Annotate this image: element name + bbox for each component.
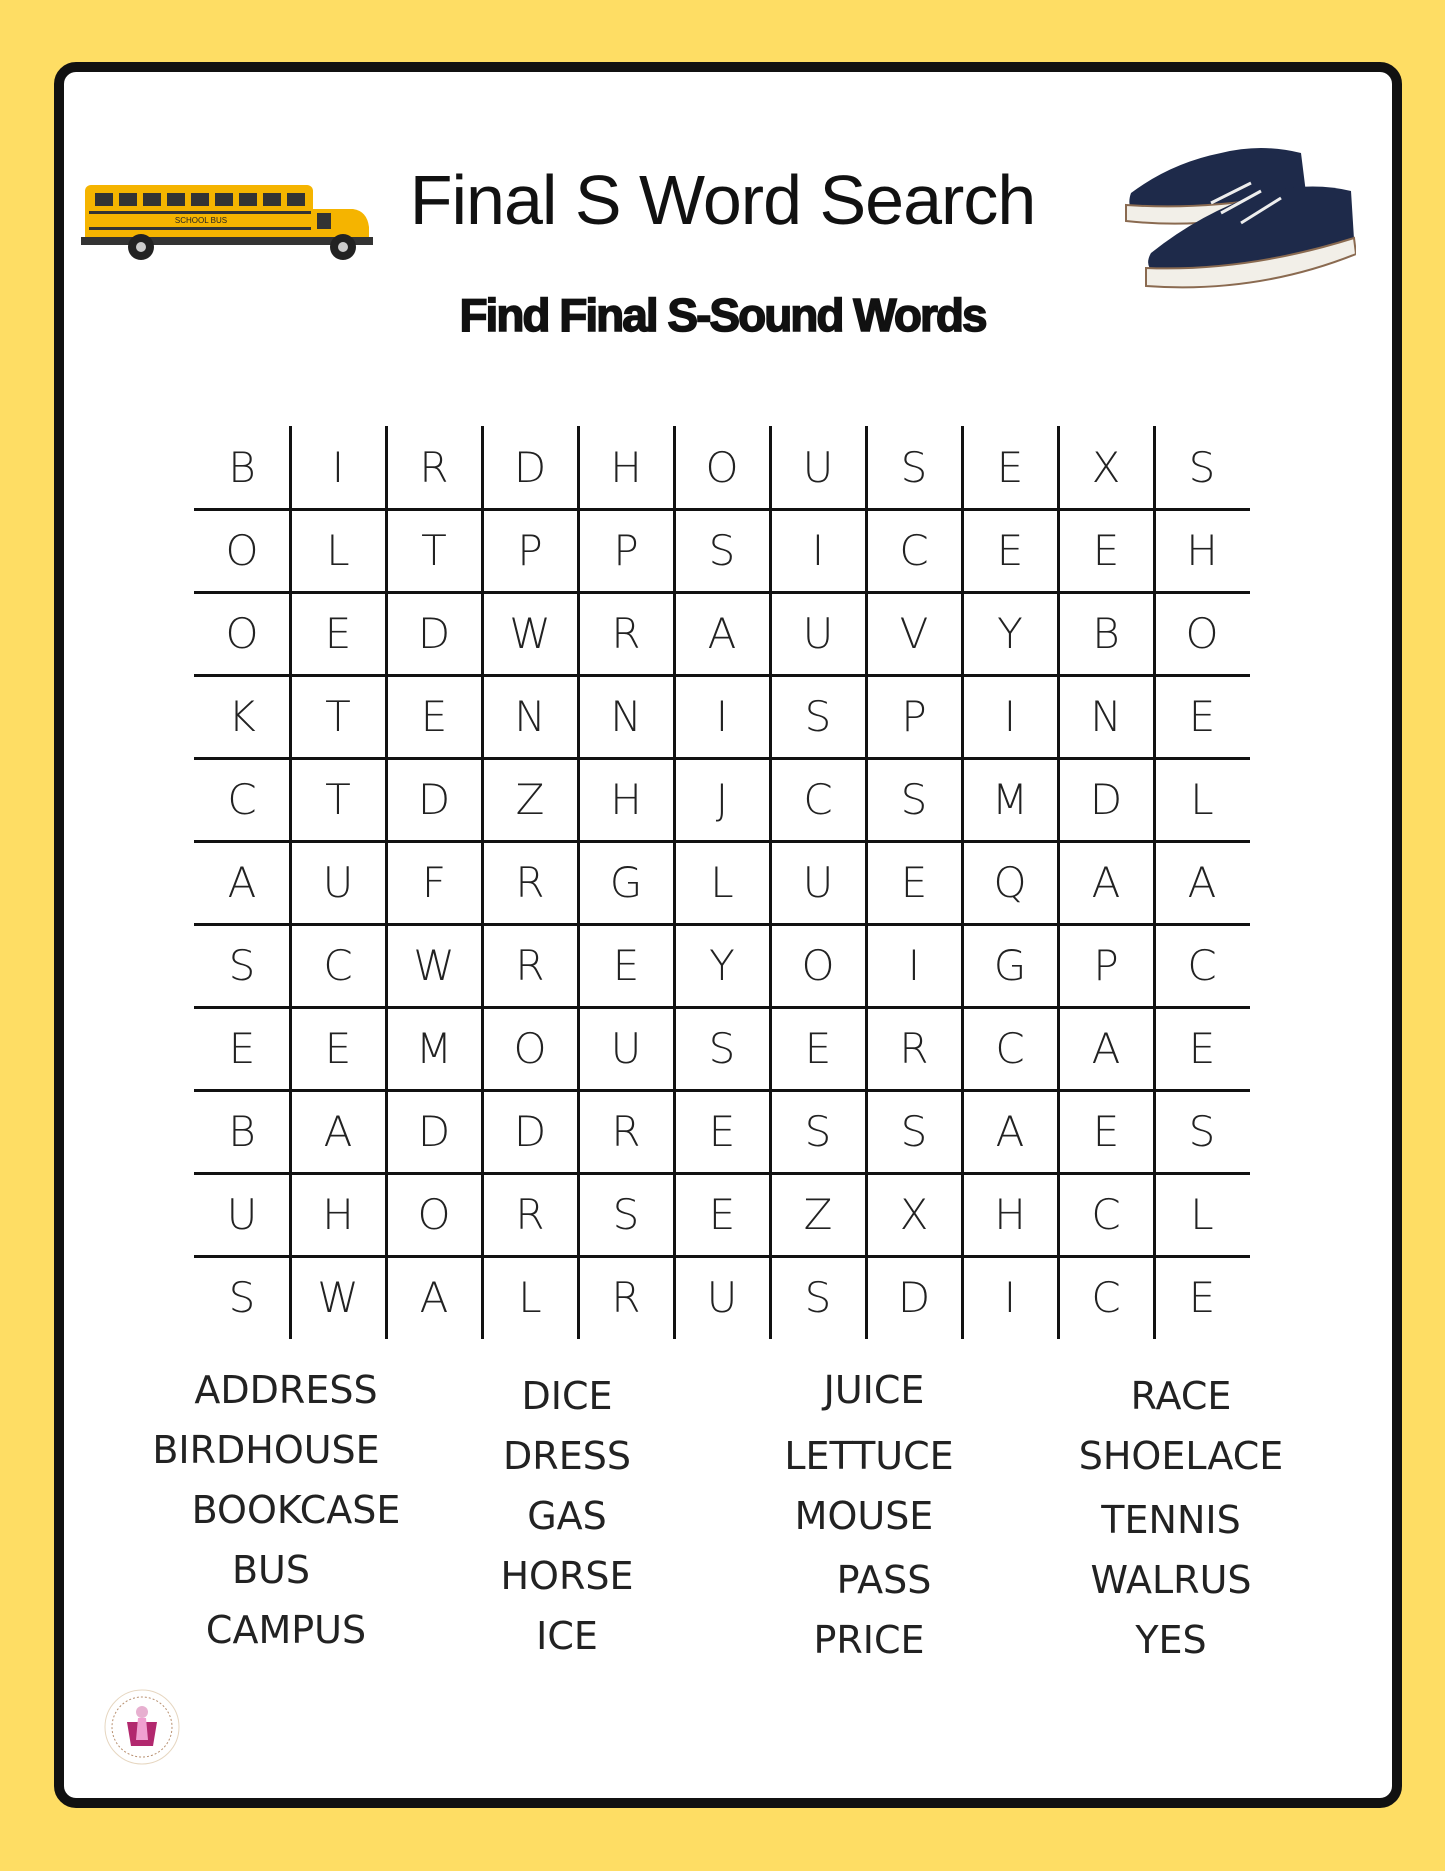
grid-letter[interactable]: R xyxy=(515,941,545,990)
grid-letter[interactable]: C xyxy=(227,775,257,824)
word-list-item: SHOELACE xyxy=(1078,1434,1284,1478)
grid-letter[interactable]: G xyxy=(609,858,643,907)
grid-letter[interactable]: C xyxy=(323,941,353,990)
grid-letter[interactable]: H xyxy=(322,1190,354,1239)
word-list-item: CAMPUS xyxy=(205,1608,367,1652)
word-list-item: DICE xyxy=(521,1374,613,1418)
grid-letter[interactable]: C xyxy=(803,775,833,824)
grid-letter[interactable]: K xyxy=(228,692,256,741)
grid-letter[interactable]: L xyxy=(710,858,734,907)
grid-letter[interactable]: S xyxy=(708,526,736,575)
grid-letter[interactable]: S xyxy=(804,1273,832,1322)
word-list-item: JUICE xyxy=(823,1368,925,1412)
grid-letter[interactable]: H xyxy=(610,775,642,824)
grid-letter[interactable]: O xyxy=(801,941,835,990)
grid-letter[interactable]: E xyxy=(324,1024,352,1073)
grid-letter[interactable]: M xyxy=(415,1024,453,1073)
grid-letter[interactable]: S xyxy=(900,775,928,824)
word-list-item: PRICE xyxy=(813,1618,925,1662)
word-search-grid xyxy=(194,426,1250,1339)
grid-vertical-line xyxy=(577,426,580,1339)
grid-letter[interactable]: P xyxy=(613,526,639,575)
grid-letter[interactable]: U xyxy=(610,1024,642,1073)
grid-letter[interactable]: O xyxy=(1185,609,1219,658)
grid-letter[interactable]: O xyxy=(225,609,259,658)
grid-letter[interactable]: S xyxy=(804,1107,832,1156)
grid-letter[interactable]: L xyxy=(1190,775,1214,824)
grid-letter[interactable]: J xyxy=(715,775,729,824)
grid-letter[interactable]: R xyxy=(611,1273,641,1322)
grid-vertical-line xyxy=(481,426,484,1339)
grid-letter[interactable]: I xyxy=(1003,1273,1017,1322)
grid-letter[interactable]: Y xyxy=(997,609,1023,658)
grid-letter[interactable]: E xyxy=(708,1107,736,1156)
grid-letter[interactable]: M xyxy=(991,775,1029,824)
word-list-item: DRESS xyxy=(503,1434,631,1478)
grid-letter[interactable]: W xyxy=(509,609,551,658)
grid-letter[interactable]: A xyxy=(227,858,257,907)
grid-letter[interactable]: P xyxy=(1093,941,1119,990)
bus-label: SCHOOL BUS xyxy=(174,216,228,225)
grid-vertical-line xyxy=(385,426,388,1339)
grid-letter[interactable]: I xyxy=(1003,692,1017,741)
grid-letter[interactable]: X xyxy=(1091,443,1121,492)
grid-letter[interactable]: R xyxy=(899,1024,929,1073)
grid-letter[interactable]: P xyxy=(517,526,543,575)
grid-letter[interactable]: E xyxy=(1092,1107,1120,1156)
grid-letter[interactable]: H xyxy=(610,443,642,492)
grid-letter[interactable]: E xyxy=(324,609,352,658)
word-list-item: ICE xyxy=(536,1614,598,1658)
grid-letter[interactable]: U xyxy=(802,609,834,658)
grid-letter[interactable]: L xyxy=(518,1273,542,1322)
grid-letter[interactable]: E xyxy=(612,941,640,990)
grid-horizontal-line xyxy=(194,923,1250,926)
grid-letter[interactable]: D xyxy=(417,609,451,658)
word-list-item: MOUSE xyxy=(794,1494,934,1538)
grid-vertical-line xyxy=(1057,426,1060,1339)
grid-letter[interactable]: G xyxy=(993,941,1027,990)
grid-letter[interactable]: N xyxy=(1090,692,1122,741)
word-list-item: TENNIS xyxy=(1101,1498,1241,1542)
page-subtitle: Find Final S-Sound Words xyxy=(459,289,986,341)
grid-letter[interactable]: T xyxy=(325,692,351,741)
word-list-item: PASS xyxy=(836,1558,932,1602)
grid-letter[interactable]: D xyxy=(1089,775,1123,824)
grid-letter[interactable]: L xyxy=(1190,1190,1214,1239)
grid-letter[interactable]: T xyxy=(325,775,351,824)
grid-letter[interactable]: P xyxy=(901,692,927,741)
grid-horizontal-line xyxy=(194,674,1250,677)
grid-letter[interactable]: I xyxy=(715,692,729,741)
grid-letter[interactable]: U xyxy=(322,858,354,907)
grid-letter[interactable]: O xyxy=(417,1190,451,1239)
grid-letter[interactable]: A xyxy=(1091,1024,1121,1073)
grid-letter[interactable]: S xyxy=(1188,1107,1216,1156)
grid-letter[interactable]: Z xyxy=(515,775,545,824)
grid-letter[interactable]: E xyxy=(1092,526,1120,575)
grid-letter[interactable]: E xyxy=(1188,692,1216,741)
grid-letter[interactable]: C xyxy=(1187,941,1217,990)
grid-letter[interactable]: S xyxy=(228,941,256,990)
grid-letter[interactable]: C xyxy=(995,1024,1025,1073)
grid-letter[interactable]: D xyxy=(513,1107,547,1156)
grid-letter[interactable]: E xyxy=(228,1024,256,1073)
grid-letter[interactable]: A xyxy=(707,609,737,658)
grid-letter[interactable]: O xyxy=(705,443,739,492)
grid-letter[interactable]: R xyxy=(419,443,449,492)
grid-letter[interactable]: Z xyxy=(803,1190,833,1239)
grid-letter[interactable]: I xyxy=(907,941,921,990)
grid-vertical-line xyxy=(769,426,772,1339)
grid-horizontal-line xyxy=(194,840,1250,843)
grid-letter[interactable]: W xyxy=(413,941,455,990)
grid-letter[interactable]: R xyxy=(611,1107,641,1156)
grid-vertical-line xyxy=(961,426,964,1339)
grid-letter[interactable]: D xyxy=(897,1273,931,1322)
word-list-item: BOOKCASE xyxy=(191,1488,401,1532)
grid-letter[interactable]: A xyxy=(323,1107,353,1156)
grid-horizontal-line xyxy=(194,1172,1250,1175)
grid-letter[interactable]: E xyxy=(996,526,1024,575)
grid-letter[interactable]: W xyxy=(317,1273,359,1322)
grid-letter[interactable]: D xyxy=(417,775,451,824)
grid-letter[interactable]: A xyxy=(419,1273,449,1322)
grid-horizontal-line xyxy=(194,508,1250,511)
grid-letter[interactable]: S xyxy=(900,1107,928,1156)
grid-horizontal-line xyxy=(194,1089,1250,1092)
grid-letter[interactable]: C xyxy=(1091,1273,1121,1322)
grid-vertical-line xyxy=(673,426,676,1339)
grid-letter[interactable]: U xyxy=(802,858,834,907)
grid-horizontal-line xyxy=(194,757,1250,760)
grid-letter[interactable]: E xyxy=(900,858,928,907)
grid-letter[interactable]: N xyxy=(514,692,546,741)
grid-letter[interactable]: B xyxy=(228,443,256,492)
grid-letter[interactable]: A xyxy=(995,1107,1025,1156)
grid-letter[interactable]: E xyxy=(420,692,448,741)
grid-horizontal-line xyxy=(194,591,1250,594)
grid-vertical-line xyxy=(865,426,868,1339)
grid-letter[interactable]: Q xyxy=(993,858,1027,907)
grid-letter[interactable]: S xyxy=(708,1024,736,1073)
grid-letter[interactable]: H xyxy=(1186,526,1218,575)
grid-letter[interactable]: T xyxy=(421,526,447,575)
word-list-item: HORSE xyxy=(500,1554,634,1598)
grid-letter[interactable]: C xyxy=(899,526,929,575)
grid-letter[interactable]: D xyxy=(513,443,547,492)
word-list-item: GAS xyxy=(527,1494,607,1538)
grid-letter[interactable]: V xyxy=(899,609,929,658)
grid-horizontal-line xyxy=(194,1255,1250,1258)
grid-letter[interactable]: I xyxy=(331,443,345,492)
grid-letter[interactable]: Y xyxy=(709,941,735,990)
grid-letter[interactable]: N xyxy=(610,692,642,741)
grid-letter[interactable]: E xyxy=(996,443,1024,492)
grid-horizontal-line xyxy=(194,1006,1250,1009)
grid-letter[interactable]: H xyxy=(994,1190,1026,1239)
grid-letter[interactable]: R xyxy=(515,858,545,907)
page-title: Final S Word Search xyxy=(409,161,1036,239)
grid-letter[interactable]: A xyxy=(1091,858,1121,907)
grid-letter[interactable]: F xyxy=(421,858,447,907)
grid-letter[interactable]: U xyxy=(706,1273,738,1322)
grid-letter[interactable]: U xyxy=(226,1190,258,1239)
grid-letter[interactable]: R xyxy=(515,1190,545,1239)
grid-letter[interactable]: X xyxy=(899,1190,929,1239)
grid-letter[interactable]: E xyxy=(804,1024,832,1073)
grid-letter[interactable]: E xyxy=(1188,1024,1216,1073)
grid-letter[interactable]: B xyxy=(1092,609,1120,658)
word-list-item: WALRUS xyxy=(1090,1558,1252,1602)
grid-vertical-line xyxy=(289,426,292,1339)
grid-letter[interactable]: O xyxy=(513,1024,547,1073)
grid-letter[interactable]: C xyxy=(1091,1190,1121,1239)
grid-vertical-line xyxy=(1153,426,1156,1339)
grid-letter[interactable]: S xyxy=(900,443,928,492)
grid-letter[interactable]: D xyxy=(417,1107,451,1156)
word-list-item: LETTUCE xyxy=(784,1434,954,1478)
grid-letter[interactable]: S xyxy=(612,1190,640,1239)
word-list-item: RACE xyxy=(1130,1374,1232,1418)
grid-letter[interactable]: B xyxy=(228,1107,256,1156)
grid-letter[interactable]: S xyxy=(228,1273,256,1322)
word-list-item: BUS xyxy=(231,1548,311,1592)
grid-letter[interactable]: O xyxy=(225,526,259,575)
word-list-item: YES xyxy=(1135,1618,1207,1662)
grid-letter[interactable]: S xyxy=(804,692,832,741)
grid-letter[interactable]: E xyxy=(1188,1273,1216,1322)
grid-letter[interactable]: E xyxy=(708,1190,736,1239)
grid-letter[interactable]: U xyxy=(802,443,834,492)
word-list-item: BIRDHOUSE xyxy=(152,1428,380,1472)
grid-letter[interactable]: R xyxy=(611,609,641,658)
grid-letter[interactable]: L xyxy=(326,526,350,575)
grid-letter[interactable]: A xyxy=(1187,858,1217,907)
word-list-item: ADDRESS xyxy=(194,1368,378,1412)
speech-therapy-boutique-logo xyxy=(103,1688,181,1766)
grid-letter[interactable]: S xyxy=(1188,443,1216,492)
grid-letter[interactable]: I xyxy=(811,526,825,575)
